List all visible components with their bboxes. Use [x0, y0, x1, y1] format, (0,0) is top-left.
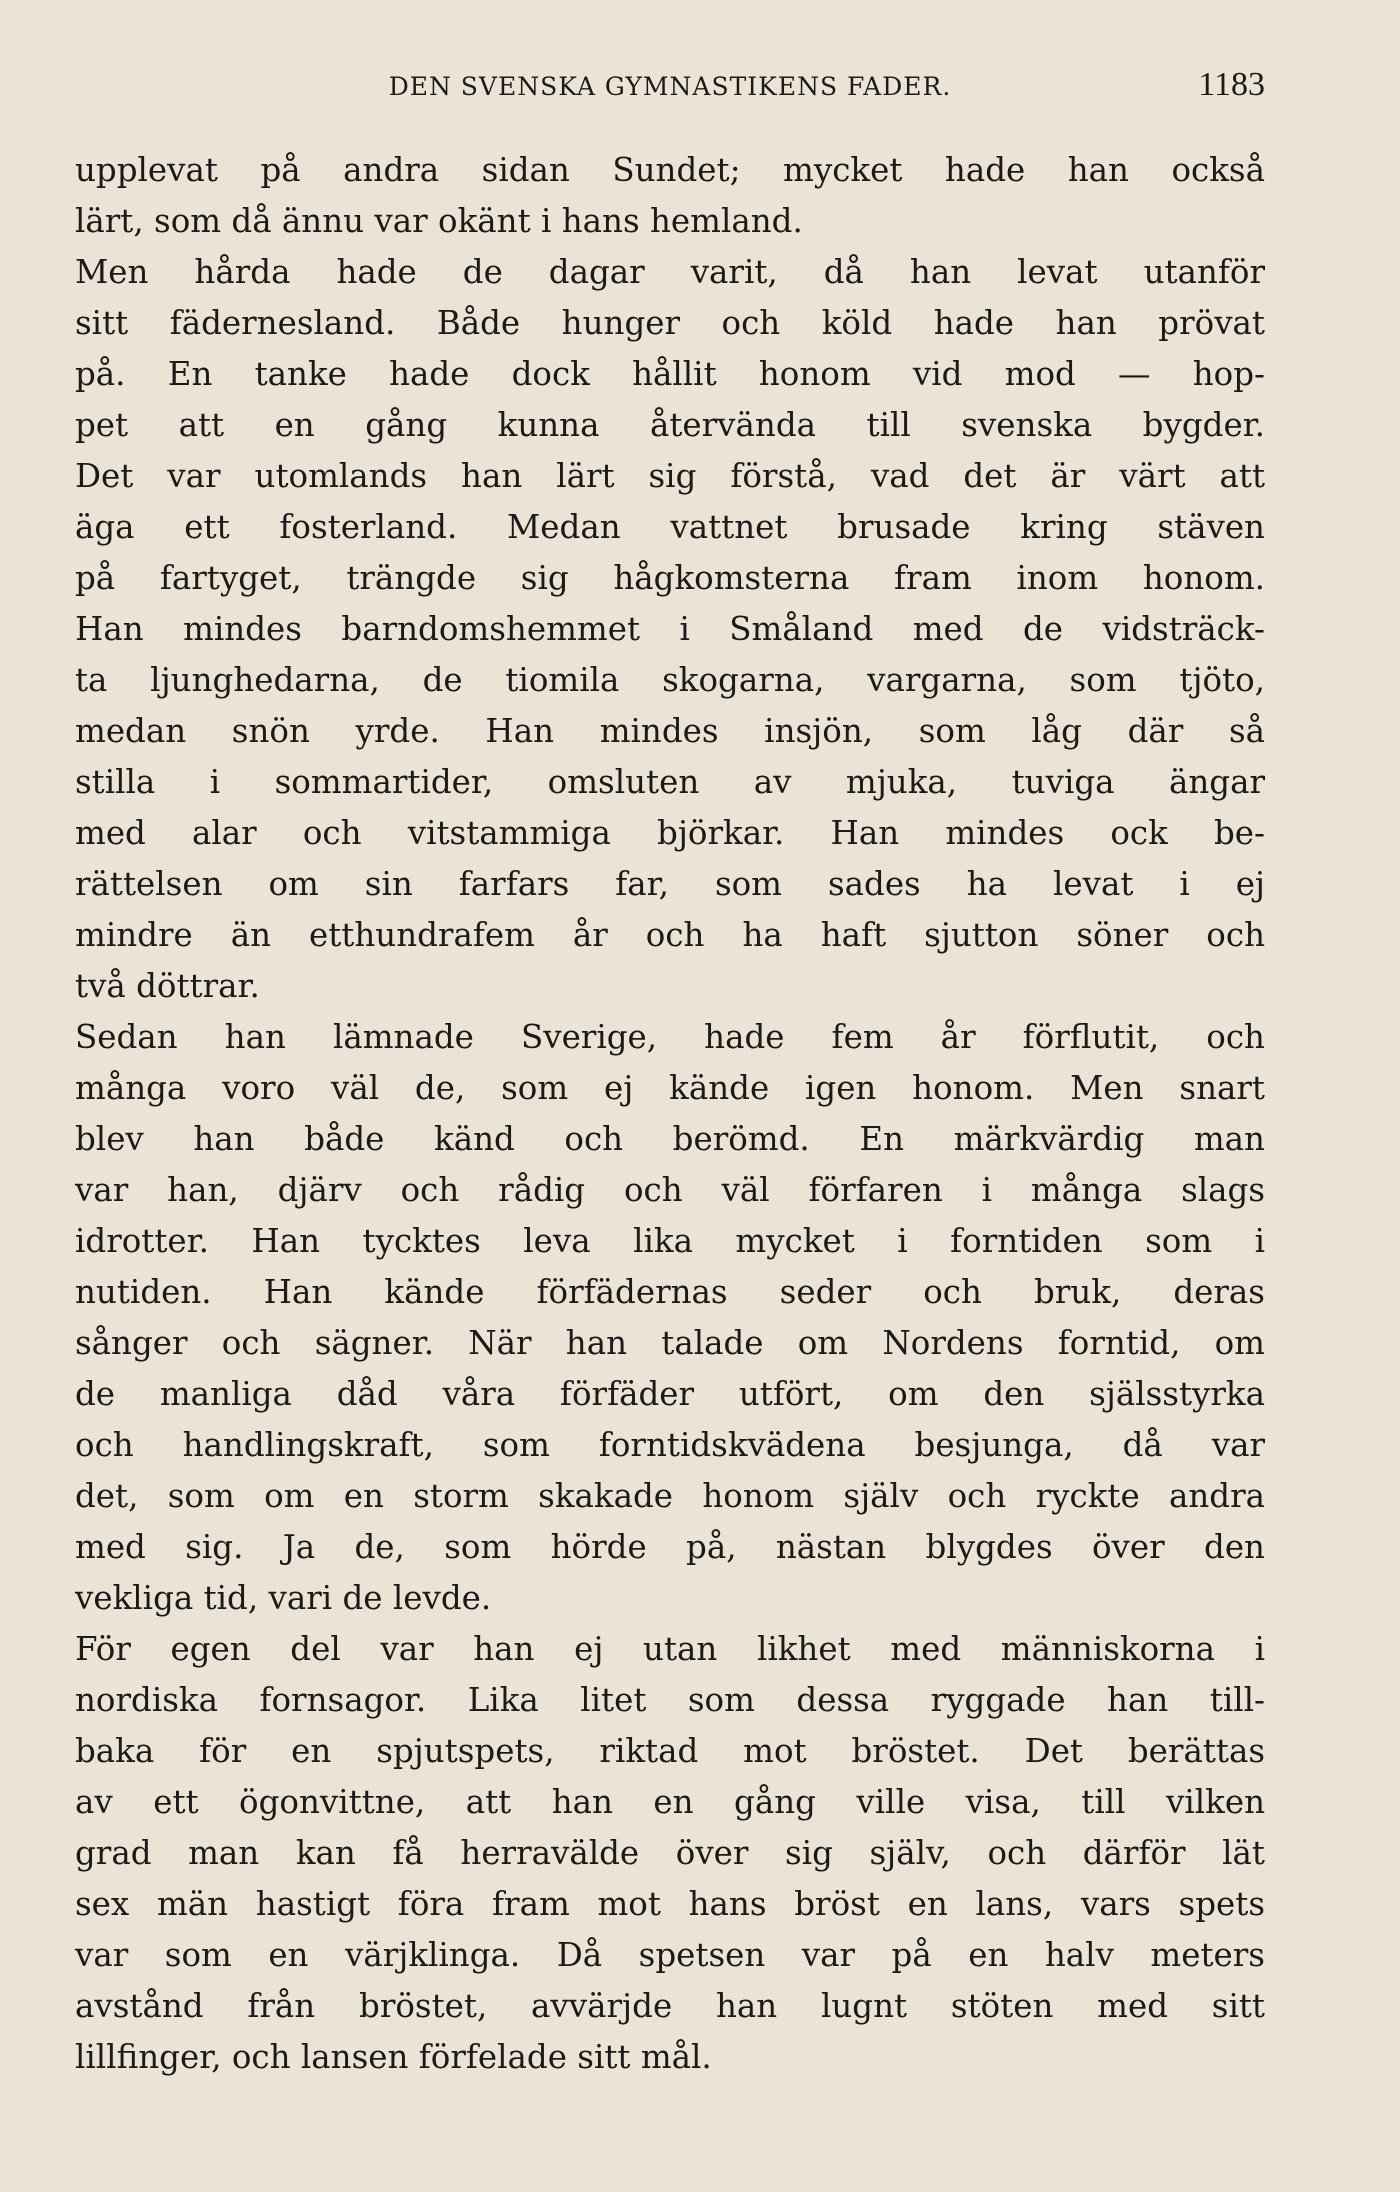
text-line: på fartyget, trängde sig hågkomsterna fram inom honom.: [75, 559, 1265, 597]
text-line: avstånd från bröstet, avvärjde han lugnt stöten med sitt: [75, 1987, 1265, 2025]
text-line: vekliga tid, vari de levde.: [75, 1579, 492, 1617]
text-line: lillfinger, och lansen förfelade sitt mål.: [75, 2038, 712, 2076]
text-line: äga ett fosterland. Medan vattnet brusade kring stäven: [75, 508, 1265, 546]
text-line: sex män hastigt föra fram mot hans bröst en lans, vars spets: [75, 1885, 1265, 1923]
text-line: lärt, som då ännu var okänt i hans hemland.: [75, 202, 803, 240]
text-line: med alar och vitstammiga björkar. Han mindes ock be-: [75, 814, 1265, 852]
text-line: Sedan han lämnade Sverige, hade fem år förflutit, och: [75, 1018, 1265, 1056]
text-line: sitt fädernesland. Både hunger och köld hade han prövat: [75, 304, 1265, 342]
page-number: 1183: [1198, 66, 1265, 103]
running-head: DEN SVENSKA GYMNASTIKENS FADER.: [388, 72, 952, 101]
text-line: med sig. Ja de, som hörde på, nästan blygdes över den: [75, 1528, 1265, 1566]
text-line: nordiska fornsagor. Lika litet som dessa ryggade han till-: [75, 1681, 1265, 1719]
text-line: det, som om en storm skakade honom själv och ryckte andra: [75, 1477, 1265, 1515]
page-header: [75, 66, 1265, 110]
text-line: nutiden. Han kände förfädernas seder och bruk, deras: [75, 1273, 1265, 1311]
text-line: och handlingskraft, som forntidskvädena besjunga, då var: [75, 1426, 1265, 1464]
text-line: Han mindes barndomshemmet i Småland med de vidsträck-: [75, 610, 1265, 648]
text-line: Det var utomlands han lärt sig förstå, vad det är värt att: [75, 457, 1265, 495]
text-line: många voro väl de, som ej kände igen honom. Men snart: [75, 1069, 1265, 1107]
text-line: Men hårda hade de dagar varit, då han levat utanför: [75, 253, 1265, 291]
text-line: de manliga dåd våra förfäder utfört, om den själsstyrka: [75, 1375, 1265, 1413]
text-line: på. En tanke hade dock hållit honom vid mod — hop-: [75, 355, 1265, 393]
text-line: två döttrar.: [75, 967, 260, 1005]
text-line: stilla i sommartider, omsluten av mjuka, tuviga ängar: [75, 763, 1265, 801]
text-line: var som en värjklinga. Då spetsen var på en halv meters: [75, 1936, 1265, 1974]
text-line: medan snön yrde. Han mindes insjön, som låg där så: [75, 712, 1265, 750]
text-line: grad man kan få herravälde över sig själv, och därför lät: [75, 1834, 1265, 1872]
text-line: sånger och sägner. När han talade om Nordens forntid, om: [75, 1324, 1265, 1362]
text-line: av ett ögonvittne, att han en gång ville visa, till vilken: [75, 1783, 1265, 1821]
text-line: pet att en gång kunna återvända till svenska bygder.: [75, 406, 1265, 444]
text-line: upplevat på andra sidan Sundet; mycket hade han också: [75, 151, 1265, 189]
text-line: var han, djärv och rådig och väl förfaren i många slags: [75, 1171, 1265, 1209]
text-line: idrotter. Han tycktes leva lika mycket i forntiden som i: [75, 1222, 1265, 1260]
text-line: baka för en spjutspets, riktad mot bröstet. Det berättas: [75, 1732, 1265, 1770]
text-line: rättelsen om sin farfars far, som sades ha levat i ej: [75, 865, 1265, 903]
text-line: För egen del var han ej utan likhet med människorna i: [75, 1630, 1265, 1668]
text-line: mindre än etthundrafem år och ha haft sjutton söner och: [75, 916, 1265, 954]
text-line: blev han både känd och berömd. En märkvärdig man: [75, 1120, 1265, 1158]
text-line: ta ljunghedarna, de tiomila skogarna, vargarna, som tjöto,: [75, 661, 1265, 699]
body-text: [75, 145, 1265, 2083]
